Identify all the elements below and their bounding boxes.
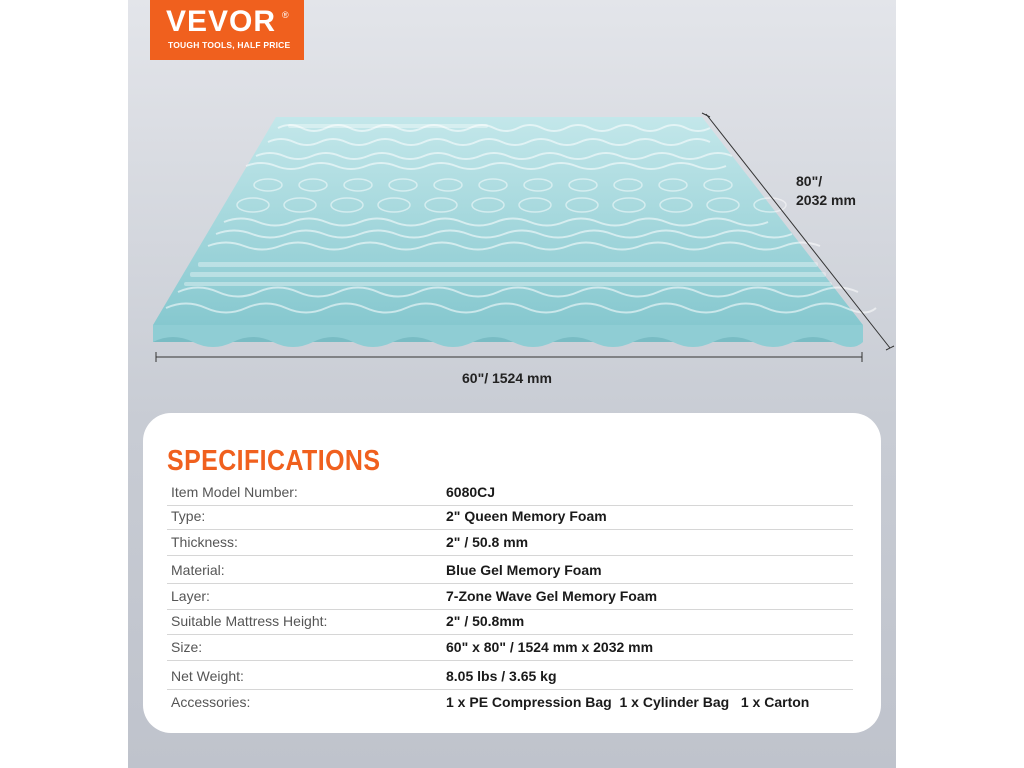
spec-label: Size: [171, 639, 203, 655]
length-imperial: 80"/ [796, 173, 823, 189]
registered-mark: ® [282, 10, 289, 20]
spec-label: Item Model Number: [171, 484, 298, 500]
spec-value: 2" / 50.8mm [446, 613, 525, 629]
spec-row-material [167, 559, 853, 584]
spec-value: 60" x 80" / 1524 mm x 2032 mm [446, 639, 654, 655]
spec-row-size [167, 636, 853, 661]
width-dimension-label: 60"/ 1524 mm [462, 370, 552, 386]
spec-row-model [167, 481, 853, 506]
specifications-card [143, 413, 881, 733]
spec-row-layer [167, 585, 853, 610]
foam-body [153, 117, 863, 325]
spec-label: Material: [171, 562, 225, 578]
spec-label: Layer: [171, 588, 210, 604]
spec-row-net-weight [167, 665, 853, 690]
length-dimension-label [796, 172, 856, 210]
spec-value: 8.05 lbs / 3.65 kg [446, 668, 557, 684]
spec-label: Net Weight: [171, 668, 244, 684]
spec-label: Accessories: [171, 694, 251, 710]
spec-row-type [167, 505, 853, 530]
spec-value: 1 x PE Compression Bag 1 x Cylinder Bag 1 x Carton [446, 694, 810, 710]
spec-label: Type: [171, 508, 206, 524]
spec-row-thickness [167, 531, 853, 556]
spec-value: 7-Zone Wave Gel Memory Foam [446, 588, 658, 604]
foam-front-wave [153, 325, 863, 347]
length-metric: 2032 mm [796, 192, 856, 208]
spec-value: Blue Gel Memory Foam [446, 562, 602, 578]
spec-value: 6080CJ [446, 484, 496, 500]
spec-value: 2" Queen Memory Foam [446, 508, 607, 524]
product-image-panel [128, 0, 896, 768]
brand-name: VEVOR [166, 5, 277, 38]
spec-value: 2" / 50.8 mm [446, 534, 529, 550]
spec-row-mattress-height [167, 610, 853, 635]
specifications-title: SPECIFICATIONS [167, 445, 381, 477]
spec-label: Suitable Mattress Height: [171, 613, 328, 629]
foam-topper-illustration [128, 0, 896, 400]
spec-row-accessories [167, 691, 853, 715]
spec-label: Thickness: [171, 534, 238, 550]
brand-tagline: TOUGH TOOLS, HALF PRICE [168, 40, 291, 50]
